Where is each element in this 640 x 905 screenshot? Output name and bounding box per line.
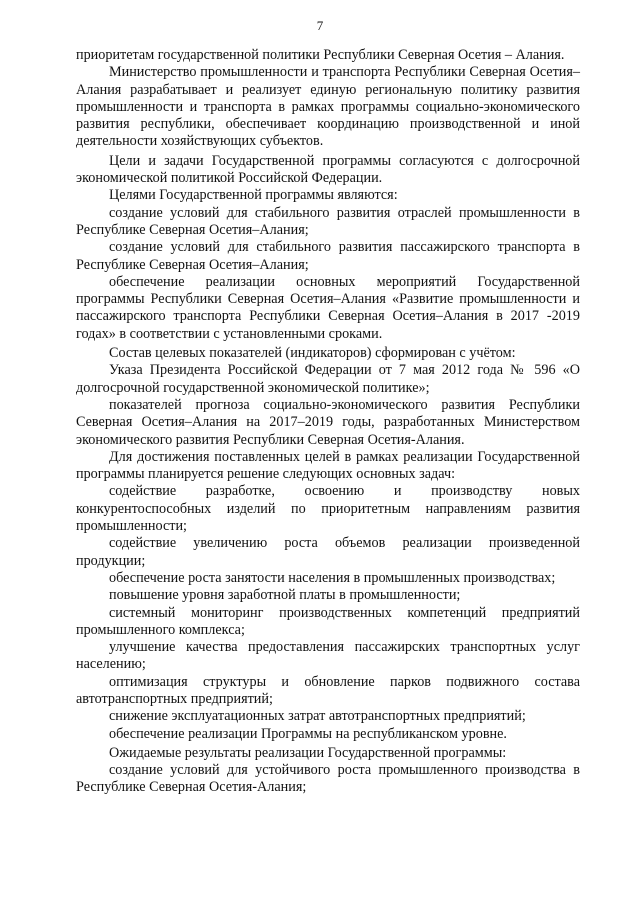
paragraph-3: Цели и задачи Государственной программы согласуются с долгосрочной экономической политикой Российской Федерации. (76, 152, 580, 187)
paragraph-2: Министерство промышленности и транспорта Республики Северная Осетия–Алания разрабатывает и реализует единую региональную политику развития промышленности и транспорта в рамках программы социально-экономического развития республики, обеспечивает координацию производственной и иной деятельности хозяйствующих субъектов. (76, 64, 580, 150)
paragraph-10: показателей прогноза социально-экономического развития Республики Северная Осетия–Алания на 2017–2019 годы, разработанных Министерством экономического развития Республики Северная Осетия-Алания. (76, 396, 580, 448)
paragraph-22: создание условий для устойчивого роста промышленного производства в Республике Северная Осетия-Алания; (76, 762, 580, 796)
paragraph-18: оптимизация структуры и обновление парков подвижного состава автотранспортных предприятий; (76, 673, 580, 707)
page-number: 7 (316, 18, 324, 33)
paragraph-4: Целями Государственной программы являются: (109, 187, 398, 204)
paragraph-5: создание условий для стабильного развития отраслей промышленности в Республике Северная Осетия–Алания; (76, 204, 580, 238)
document-body (76, 47, 580, 797)
paragraph-14: обеспечение роста занятости населения в промышленных производствах; (109, 569, 556, 586)
paragraph-8: Состав целевых показателей (индикаторов) сформирован с учётом: (109, 345, 516, 362)
paragraph-21: Ожидаемые результаты реализации Государственной программы: (109, 744, 507, 761)
paragraph-15: повышение уровня заработной платы в промышленности; (109, 587, 461, 604)
paragraph-1: приоритетам государственной политики Республики Северная Осетия – Алания. (76, 47, 565, 63)
paragraph-11: Для достижения поставленных целей в рамках реализации Государственной программы планируется решение следующих основных задач: (76, 448, 580, 483)
paragraph-17: улучшение качества предоставления пассажирских транспортных услуг населению; (76, 639, 580, 673)
paragraph-9: Указа Президента Российской Федерации от 7 мая 2012 года № 596 «О долгосрочной государственной экономической политике»; (76, 362, 580, 396)
paragraph-12: содействие разработке, освоению и производству новых конкурентоспособных изделий по приоритетным направлениям развития промышленности; (76, 483, 580, 535)
paragraph-13: содействие увеличению роста объемов реализации произведенной продукции; (76, 535, 580, 569)
paragraph-7: обеспечение реализации основных мероприятий Государственной программы Республики Северная Осетия–Алания «Развитие промышленности и пассажирского транспорта Республики Северная Осетия–Алания в 2017 -2019 годах» в соответствии с установленными сроками. (76, 273, 580, 342)
paragraph-20: обеспечение реализации Программы на республиканском уровне. (109, 725, 507, 742)
paragraph-19: снижение эксплуатационных затрат автотранспортных предприятий; (109, 708, 526, 725)
paragraph-6: создание условий для стабильного развития пассажирского транспорта в Республике Северная Осетия–Алания; (76, 239, 580, 273)
paragraph-16: системный мониторинг производственных компетенций предприятий промышленного комплекса; (76, 604, 580, 638)
